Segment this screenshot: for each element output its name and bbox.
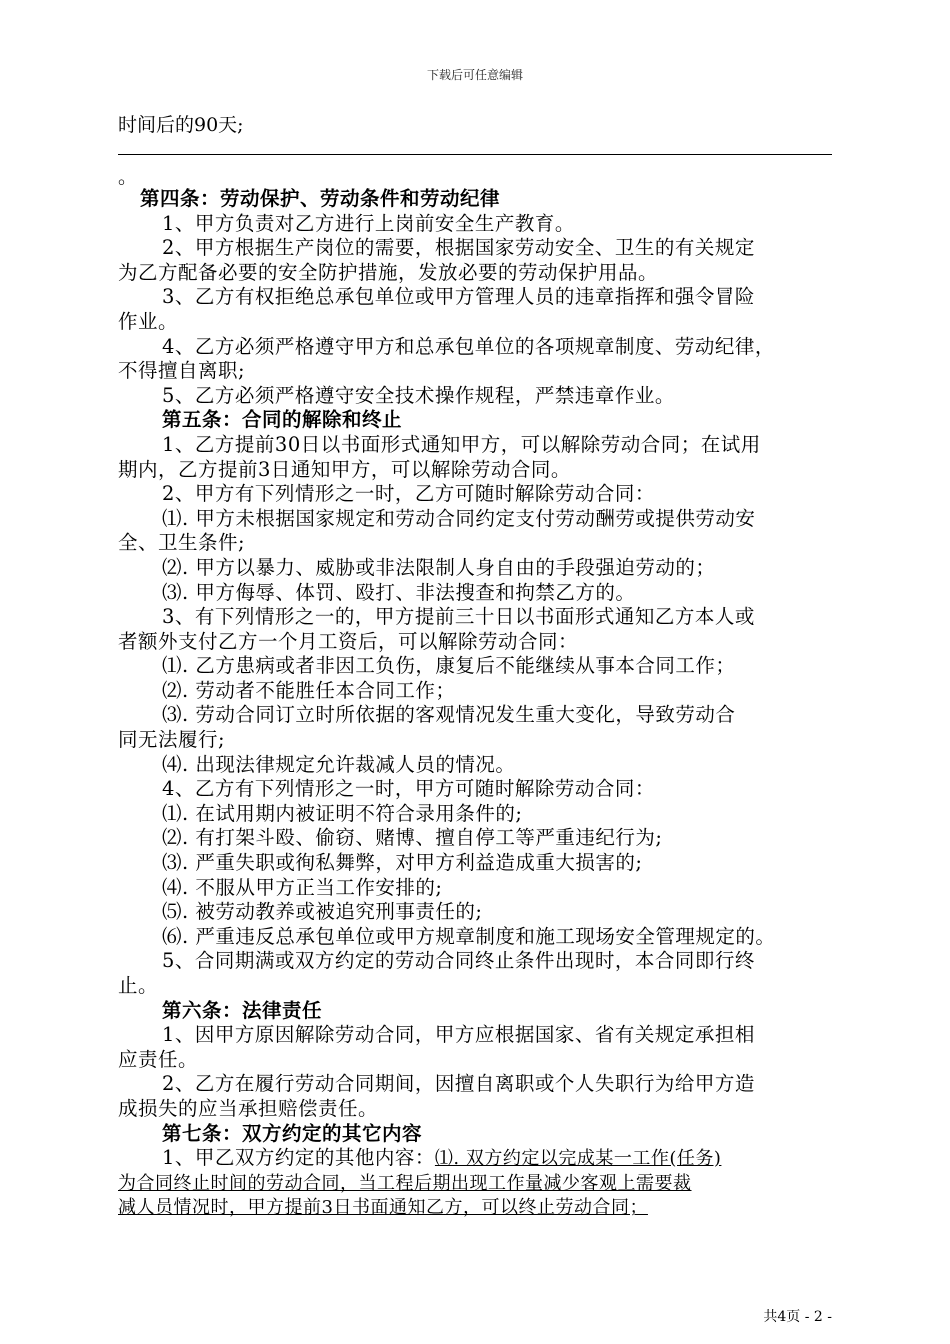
paragraph-line [118,703,832,728]
line-text: 减人员情况时，甲方提前3日书面通知乙方，可以终止劳动合同； [118,1197,648,1219]
paragraph-line [118,802,832,827]
line-text: 作业。 [118,309,179,333]
line-text: 第五条：合同的解除和终止 [162,408,403,432]
paragraph-line [118,581,832,606]
line-text: 2、甲方根据生产岗位的需要，根据国家劳动安全、卫生的有关规定 [162,236,755,260]
paragraph-line [118,851,832,876]
paragraph-line [118,876,832,901]
line-text: ⑵. 有打架斗殴、偷窃、赌博、擅自停工等严重违纪行为; [162,826,663,850]
paragraph-line [118,458,832,483]
line-text: 3、乙方有权拒绝总承包单位或甲方管理人员的违章指挥和强令冒险 [162,285,755,309]
line-text: 3、有下列情形之一的，甲方提前三十日以书面形式通知乙方本人或 [162,605,755,629]
paragraph-line [118,261,832,286]
line-text: 2、甲方有下列情形之一时，乙方可随时解除劳动合同： [162,482,655,506]
underlined-text: ⑴. 双方约定以完成某一工作(任务) [434,1148,722,1170]
paragraph-line [118,285,832,310]
line-text: ⑵. 甲方以暴力、威胁或非法限制人身自由的手段强迫劳动的； [162,555,716,579]
paragraph-line [118,630,832,655]
line-text: ⑶. 甲方侮辱、体罚、殴打、非法搜查和拘禁乙方的。 [162,580,636,604]
page-footer: 共4页 - 2 - [763,1309,832,1325]
page-header: 下载后可任意编辑 [426,68,523,82]
paragraph-line [118,310,832,335]
line-text: 1、因甲方原因解除劳动合同，甲方应根据国家、省有关规定承担相 [162,1023,755,1047]
line-text: 4、乙方必须严格遵守甲方和总承包单位的各项规章制度、劳动纪律， [162,334,775,358]
line-text: 为合同终止时间的劳动合同，当工程后期出现工作量减少客观上需要裁 [118,1172,692,1194]
paragraph-line [118,384,832,409]
line-text: 期内，乙方提前3日通知甲方，可以解除劳动合同。 [118,457,571,481]
line-text: 全、卫生条件; [118,531,246,555]
paragraph-line [118,1072,832,1097]
paragraph-line [118,1172,832,1197]
line-text: ⑶. 严重失职或徇私舞弊，对甲方利益造成重大损害的; [162,851,643,875]
line-text: 止。 [118,974,159,997]
paragraph-line [118,949,832,974]
line-text: 2、乙方在履行劳动合同期间，因擅自离职或个人失职行为给甲方造 [162,1072,755,1096]
line-text: ⑵. 劳动者不能胜任本合同工作； [162,678,456,702]
document-body [118,187,832,1221]
line-text: 第四条：劳动保护、劳动条件和劳动纪律 [140,187,501,210]
line-text: 为乙方配备必要的安全防护措施，发放必要的劳动保护用品。 [118,260,659,284]
stray-period: 。 [118,166,138,188]
line-text: 者额外支付乙方一个月工资后，可以解除劳动合同： [118,629,579,653]
section-heading [118,408,832,433]
line-text: 同无法履行; [118,728,226,752]
line-text: 应责任。 [118,1047,199,1071]
paragraph-line [118,925,832,950]
paragraph-line [118,212,832,237]
paragraph-line [118,605,832,630]
line-text: ⑸. 被劳动教养或被追究刑事责任的; [162,900,483,924]
paragraph-line [118,359,832,384]
text-line-fragment: 时间后的90天; [118,114,244,136]
line-text: ⑴. 乙方患病或者非因工负伤，康复后不能继续从事本合同工作； [162,654,736,678]
line-text: ⑷. 不服从甲方正当工作安排的; [162,875,443,899]
paragraph-line [118,728,832,753]
paragraph-line [118,753,832,778]
paragraph-line [118,556,832,581]
paragraph-line [118,236,832,261]
paragraph-line [118,777,832,802]
line-text: 4、乙方有下列情形之一时，甲方可随时解除劳动合同： [162,777,655,801]
section-heading [118,999,832,1024]
line-text: ⑷. 出现法律规定允许裁减人员的情况。 [162,752,516,776]
paragraph-line [118,433,832,458]
paragraph-line [118,974,832,999]
paragraph-line [118,1023,832,1048]
paragraph-line [118,335,832,360]
line-text: ⑴. 在试用期内被证明不符合录用条件的; [162,801,523,825]
line-text: 不得擅自离职; [118,359,246,383]
line-text: 1、甲乙双方约定的其他内容： [162,1146,435,1170]
paragraph-line [118,826,832,851]
line-text: ⑶. 劳动合同订立时所依据的客观情况发生重大变化，导致劳动合 [162,703,736,727]
paragraph-line [118,507,832,532]
line-text: 成损失的应当承担赔偿责任。 [118,1096,379,1120]
line-text: 第七条：双方约定的其它内容 [162,1121,423,1145]
paragraph-line [118,1097,832,1122]
line-text: 第六条：法律责任 [162,998,323,1022]
paragraph-line [118,1196,832,1221]
line-text: 5、合同期满或双方约定的劳动合同终止条件出现时，本合同即行终 [162,949,755,973]
paragraph-line [118,654,832,679]
section-heading [118,1122,832,1147]
line-text: 1、甲方负责对乙方进行上岗前安全生产教育。 [162,211,575,235]
horizontal-rule [118,154,832,155]
paragraph-line [118,1146,832,1172]
line-text: 1、乙方提前30日以书面形式通知甲方，可以解除劳动合同；在试用 [162,432,761,456]
line-text: 5、乙方必须严格遵守安全技术操作规程，严禁违章作业。 [162,383,675,407]
line-text: ⑹. 严重违反总承包单位或甲方规章制度和施工现场安全管理规定的。 [162,924,776,948]
paragraph-line [118,531,832,556]
paragraph-line [118,900,832,925]
paragraph-line [118,482,832,507]
paragraph-line [118,679,832,704]
section-heading [118,187,832,212]
line-text: ⑴. 甲方未根据国家规定和劳动合同约定支付劳动酬劳或提供劳动安 [162,506,756,530]
paragraph-line [118,1048,832,1073]
